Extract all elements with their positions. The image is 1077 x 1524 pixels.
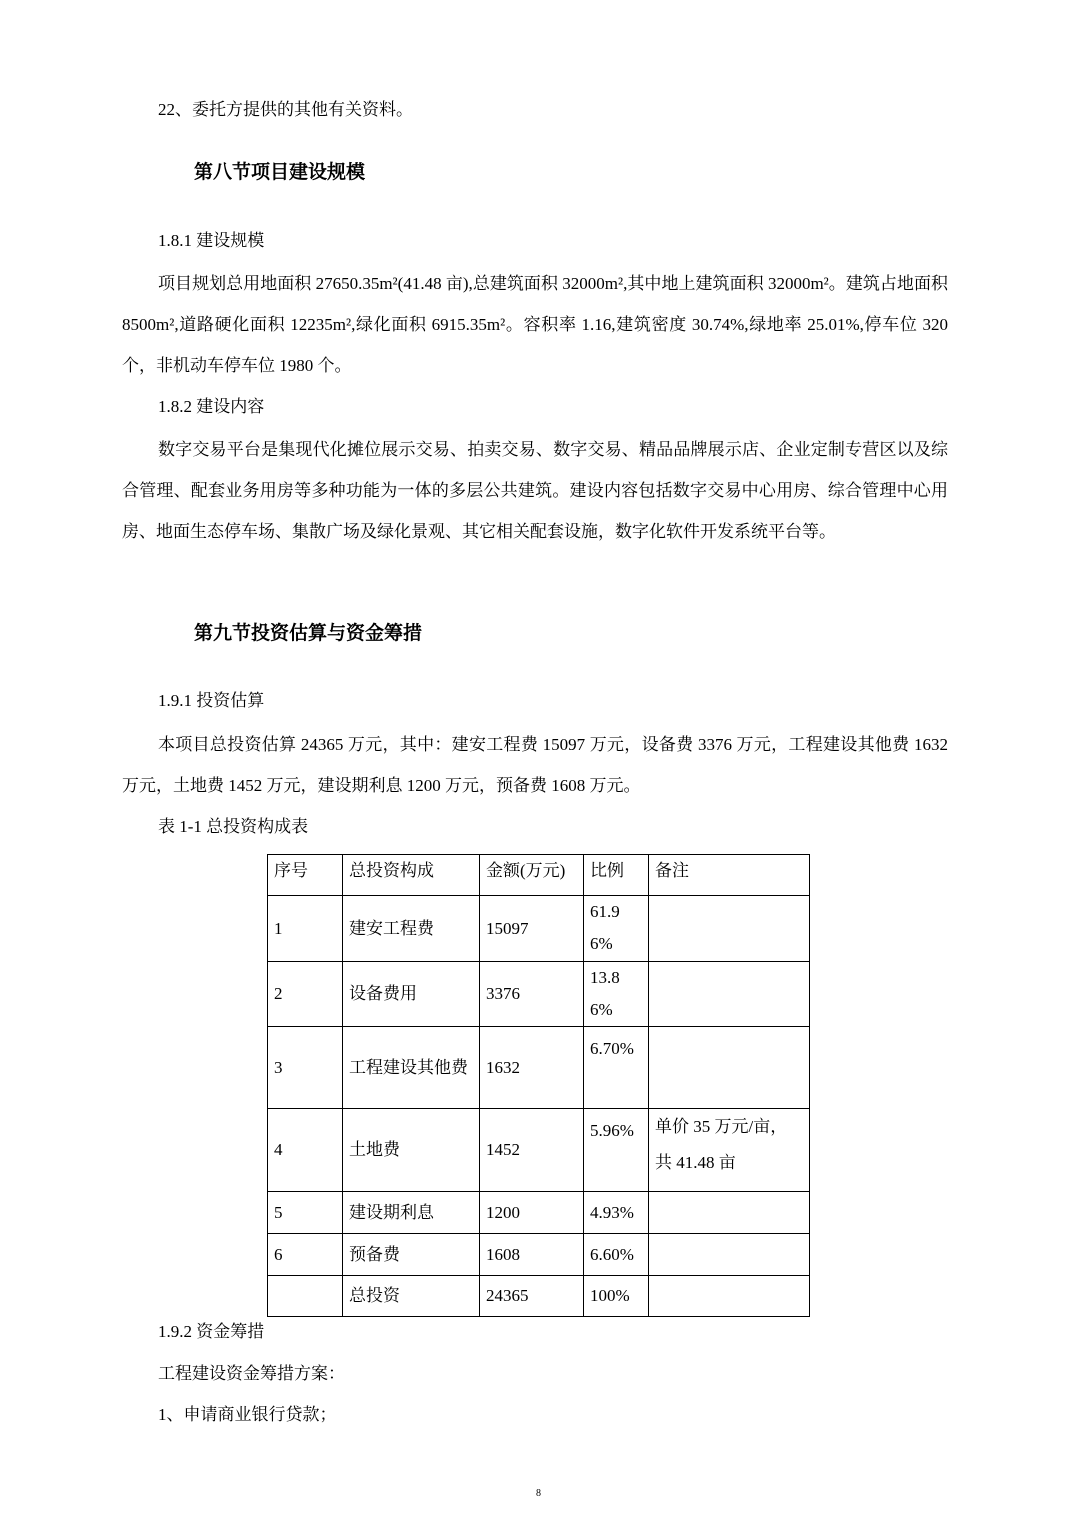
paragraph-content: 数字交易平台是集现代化摊位展示交易、拍卖交易、数字交易、精品品牌展示店、企业定制专营区以及综合管理、配套业务用房等多种功能为一体的多层公共建筑。建设内容包括数字交易中心用房、综合管理中心用房、地面生态停车场、集散广场及绿化景观、其它相关配套设施，数字化软件开发系统平台等。 [122, 440, 948, 541]
list-item-22: 22、委托方提供的其他有关资料。 [158, 100, 413, 119]
cell-note [649, 962, 810, 1027]
funding-plan-label: 工程建设资金筹措方案： [158, 1364, 345, 1383]
cell-index: 1 [268, 896, 343, 962]
cell-index: 4 [268, 1109, 343, 1192]
cell-ratio: 6.60% [584, 1234, 649, 1276]
paragraph-scale: 项目规划总用地面积 27650.35m²(41.48 亩),总建筑面积 32000m²,其中地上建筑面积 32000m²。建筑占地面积 8500m²,道路硬化面积 12235m²,绿化面积 6915.35m²。容积率 1.16,建筑密度 30.74%,绿地率 25.01%,停车位 320 个，非机动车停车位 1980 个。 [122, 274, 948, 375]
cell-note: 单价 35 万元/亩，共 41.48 亩 [649, 1109, 810, 1192]
cell-index: 2 [268, 962, 343, 1027]
cell-amount: 24365 [480, 1276, 584, 1317]
cell-item: 建设期利息 [343, 1192, 480, 1234]
table-row [268, 1027, 810, 1109]
table-caption: 表 1-1 总投资构成表 [158, 817, 309, 836]
cell-index: 3 [268, 1027, 343, 1109]
table-header-row [268, 855, 810, 896]
cell-item: 建安工程费 [343, 896, 480, 962]
cell-note [649, 1234, 810, 1276]
cell-ratio: 13.86% [584, 962, 649, 1027]
header-cell: 金额(万元) [480, 855, 584, 896]
table-row [268, 1109, 810, 1192]
section-heading-8: 第八节项目建设规模 [194, 161, 366, 183]
cell-amount: 3376 [480, 962, 584, 1027]
cell-ratio: 5.96% [584, 1109, 649, 1192]
table-row [268, 896, 810, 962]
subsection-1-8-1: 1.8.1 建设规模 [158, 231, 265, 250]
cell-amount: 1200 [480, 1192, 584, 1234]
table-row [268, 1192, 810, 1234]
section-heading-9: 第九节投资估算与资金筹措 [194, 622, 423, 644]
cell-item: 工程建设其他费 [343, 1027, 480, 1109]
paragraph-investment: 本项目总投资估算 24365 万元，其中：建安工程费 15097 万元，设备费 3376 万元，工程建设其他费 1632 万元，土地费 1452 万元，建设期利息 1200 万元，预备费 1608 万元。 [122, 735, 948, 795]
page-number: 8 [536, 1488, 541, 1499]
table-row [268, 1234, 810, 1276]
cell-note [649, 1027, 810, 1109]
subsection-1-9-1: 1.9.1 投资估算 [158, 691, 265, 710]
cell-ratio: 100% [584, 1276, 649, 1317]
funding-item-1: 1、申请商业银行贷款； [158, 1405, 337, 1424]
cell-item: 土地费 [343, 1109, 480, 1192]
cell-note [649, 1276, 810, 1317]
cell-amount: 1632 [480, 1027, 584, 1109]
header-cell: 总投资构成 [343, 855, 480, 896]
cell-index [268, 1276, 343, 1317]
table-total-row [268, 1276, 810, 1317]
cell-ratio: 4.93% [584, 1192, 649, 1234]
cell-item: 总投资 [343, 1276, 480, 1317]
header-cell: 序号 [268, 855, 343, 896]
cell-item: 设备费用 [343, 962, 480, 1027]
cell-ratio: 61.96% [584, 896, 649, 962]
cell-item: 预备费 [343, 1234, 480, 1276]
cell-index: 5 [268, 1192, 343, 1234]
cell-ratio: 6.70% [584, 1027, 649, 1109]
cell-note [649, 896, 810, 962]
subsection-1-9-2: 1.9.2 资金筹措 [158, 1322, 265, 1341]
cell-amount: 1452 [480, 1109, 584, 1192]
table-row [268, 962, 810, 1027]
cell-amount: 1608 [480, 1234, 584, 1276]
cell-note [649, 1192, 810, 1234]
cell-index: 6 [268, 1234, 343, 1276]
header-cell: 比例 [584, 855, 649, 896]
investment-table [267, 854, 810, 1317]
cell-amount: 15097 [480, 896, 584, 962]
subsection-1-8-2: 1.8.2 建设内容 [158, 397, 265, 416]
header-cell: 备注 [649, 855, 810, 896]
